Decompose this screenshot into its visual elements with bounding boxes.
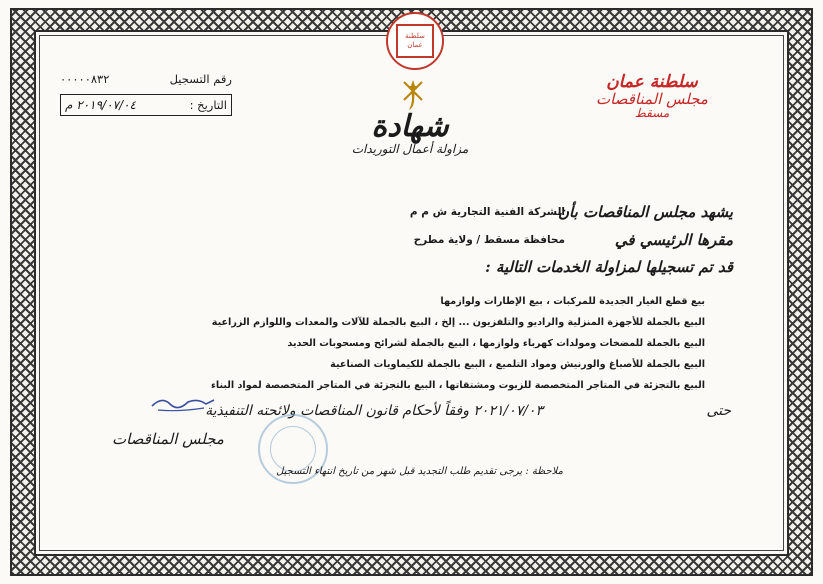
signature-label: مجلس المناقصات: [112, 430, 224, 448]
registration-number-row: [60, 68, 232, 90]
activity-line: البيع بالجملة للمضخات ومولدات كهرباء ولوازمها ، البيع بالجملة لشرائح ومسحوبات الحديد: [287, 338, 705, 349]
body-line3: قد تم تسجيلها لمزاولة الخدمات التالية :: [485, 258, 733, 276]
certificate-title: [310, 110, 510, 156]
registration-number-value: ٠٠٠٠٠٨٣٢: [60, 72, 110, 86]
registration-date-value: ٢٠١٩/٠٧/٠٤ م: [65, 98, 136, 112]
registration-box: [60, 68, 232, 116]
activity-line: البيع بالجملة للأصباغ والورنيش ومواد التلميع ، البيع بالجملة للكيماويات الصناعية: [330, 359, 705, 370]
signature-icon: [148, 392, 218, 414]
activity-line: البيع بالتجزئة في المتاجر المتخصصة للزيوت ومشتقاتها ، البيع بالتجزئة في المتاجر المتخصصة لمواد البناء: [210, 380, 705, 391]
company-name: الشركة الفنية التجارية ش م م: [409, 206, 565, 218]
seal-calligraphy: سلطنة عمان: [396, 24, 434, 58]
location: محافظة مسقط / ولاية مطرح: [413, 234, 565, 246]
validity-until-label: حتى: [706, 403, 731, 419]
title-main: شهادة: [371, 109, 449, 144]
title-sub: مزاولة أعمال التوريدات: [351, 142, 469, 156]
top-seal: [386, 12, 444, 70]
registration-date-label: التاريخ :: [189, 98, 227, 112]
activity-line: بيع قطع الغيار الجديدة للمركبات ، بيع الإطارات ولوازمها: [440, 296, 705, 307]
body-line2-prefix: مقرها الرئيسي في: [614, 231, 733, 249]
activity-line: البيع بالجملة للأجهزة المنزلية والراديو والتلفزيون ... إلخ ، البيع بالجملة للآلات والمعدات واللوازم الزراعية: [211, 317, 705, 328]
body-line1-prefix: يشهد مجلس المناقصات بأن: [558, 203, 733, 221]
issuer-country: سلطنة عمان: [606, 72, 698, 92]
validity-until-value: ٢٠٢١/٠٧/٠٣ وفقاً لأحكام قانون المناقصات ولائحته التنفيذية: [205, 403, 543, 419]
issuer-city: مسقط: [634, 106, 670, 120]
renewal-note: ملاحظة : يرجى تقديم طلب التجديد قبل شهر من تاريخ انتهاء التسجيل: [276, 466, 563, 477]
registration-date-row: [60, 94, 232, 116]
issuer-header: [577, 72, 727, 120]
issuer-board: مجلس المناقصات: [596, 90, 708, 108]
registration-number-label: رقم التسجيل: [169, 72, 232, 86]
